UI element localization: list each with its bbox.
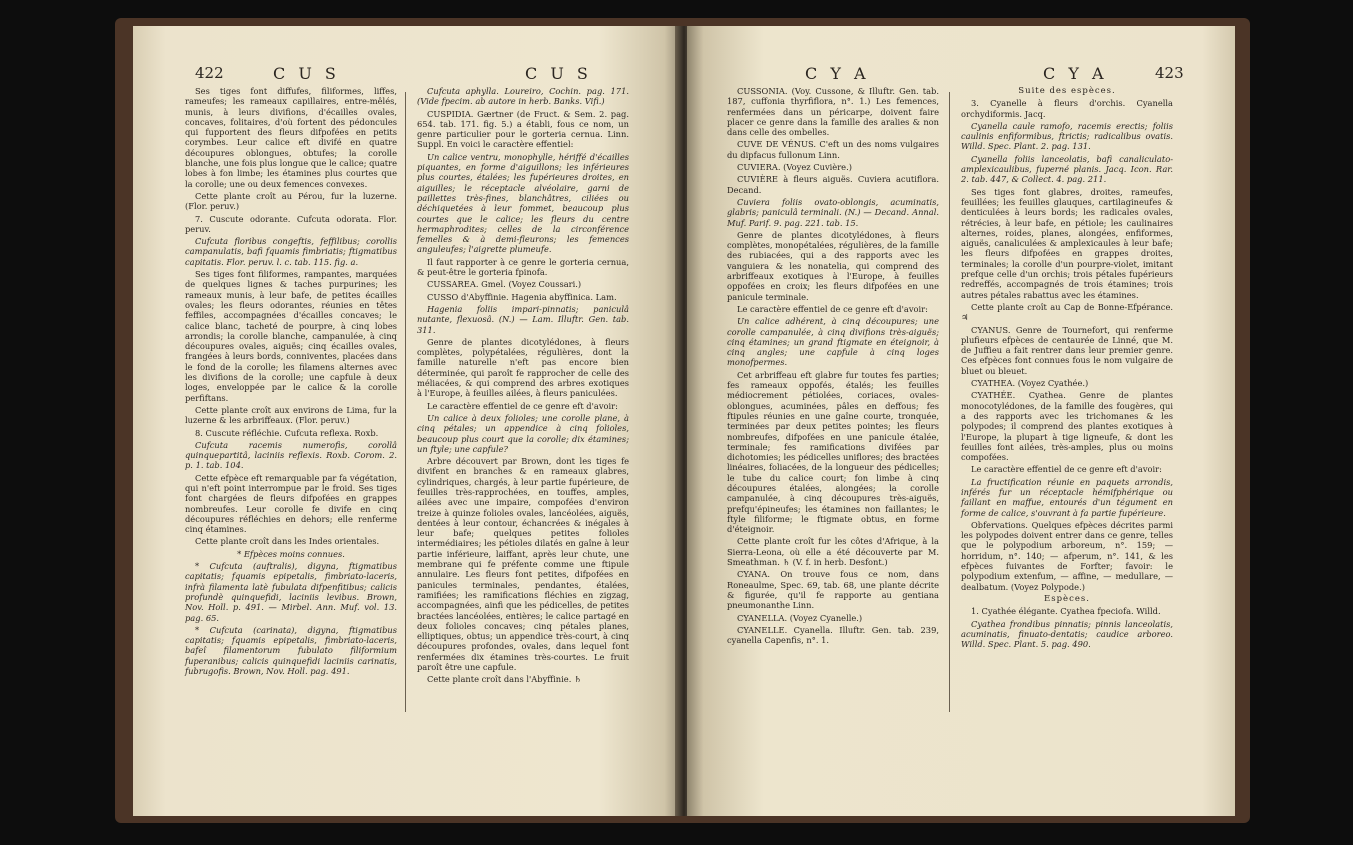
paragraph: Ses tiges font diffufes, filiformes, liffes, rameufes; les rameaux capillaires, entre-mêlés, munis, à leurs divifions, d'écailles ovales, concaves, folitaires, d'où fortent des pédoncules qui fupportent des fleurs difpofées en petits corymbes. Leur calice eft divifé en quatre découpures oblongues, obtufes; la corolle blanche, une fois plus longue que le calice; quatre lobes à fon limbe; les étamines plus courtes que la corolle; une ou deux femences convexes. [185,86,397,189]
column-divider [949,92,950,712]
paragraph: CYANELLA. (Voyez Cyanelle.) [737,612,863,623]
paragraph: Cet arbriffeau eft glabre fur toutes fes parties; fes rameaux oppofés, étalés; les feuilles médiocrement pétiolées, coriaces, ovales-oblongues, acuminées, pâles en deffous; fes ftipules réunies en une gaîne courte, tronquée, terminées par deux petites pointes; les fleurs nombreufes, difpofées en une panicule étalée, terminale; fes ramifications divifées par dichotomies; les pédicelles uniflores; des bractées linéaires, foliacées, de la longueur des pédicelles; le tube du calice court; fon limbe à cinq découpures étalées, alongées; la corolle campanulée, à cinq découpures très-aiguës, prefqu'épineufes; les étamines non faillantes; le ftyle filiforme; le ftigmate obtus, en forme d'éteignoir. [727,369,939,535]
paragraph: Arbre découvert par Brown, dont les tiges fe divifent en branches & en rameaux glabres, cylindriques, chargés, à leur partie fupérieure, de feuilles très-rapprochées, en touffes, amples, ailées avec une impaire, compofées d'environ treize à quinze folioles ovales, lancéolées, aiguës, dentées à leur contour, échancrées & inégales à leur bafe; quelques petites folioles intermédiaires; les pétioles dilatés en gaîne à leur partie inférieure, laiffant, après leur chute, une membrane qui fe préfente comme une ftipule annulaire. Les fleurs font petites, difpofées en panicules terminales, pendantes, étalées, ramifiées; les ramifications fléchies en zigzag, accompagnées, ainfi que les pédicelles, de petites bractées lancéolées, entières; le calice partagé en deux folioles concaves; cinq pétales planes, elliptiques, obtus; un appendice très-court, à cinq découpures profondes, ovales, dans lequel font renfermées dix étamines très-courtes. Le fruit paroît être une capfule. [417,456,629,673]
paragraph: * Cufcuta (auftralis), digyna, ftigmatibus capitatis; fquamis epipetalis, fimbriato-laceris, infrà filamenta latè fubulata difpenfitibus; calicis profundè quinquefidi, laciniis levibus. Brown, Nov. Holl. p. 491. — Mirbel. Ann. Muf. vol. 13. pag. 65. [185,561,397,623]
paragraph: Cufcuta floribus congeftis, feffilibus; corollis campanulatis, bafi fquamis fimbriatis; ftigmatibus capitatis. Flor. peruv. l. c. tab. 115. fig. a. [185,236,397,267]
running-header-right-2: C Y A [1043,64,1108,83]
paragraph: Cette efpèce eft remarquable par fa végétation, qui n'eft point interrompue par le froid. Ses tiges font chargées de fleurs difpofées en grappes nombreufes. Leur corolle fe divife en cinq découpures réfléchies en dehors; elle renferme cinq étamines. [185,472,397,535]
paragraph: Hagenia foliis impari-pinnatis; paniculâ nutante, flexuosâ. (N.) — Lam. Illuftr. Gen. tab. 311. [417,303,629,335]
left-column-1 [185,86,397,678]
right-page [687,26,1235,816]
paragraph: CUSSONIA. (Voy. Cussone, & Illuftr. Gen. tab. 187, cuffonia thyrfiflora, n°. 1.) Les femences, renfermées dans un péricarpe, doivent faire placer ce genre dans la famille des aralies & non dans celle des ombelles. [727,86,939,138]
paragraph: 7. Cuscute odorante. Cufcuta odorata. Flor. peruv. [185,213,397,234]
paragraph: Ses tiges font glabres, droites, rameufes, feuillées; les feuilles glauques, cartilagineufes & denticulées à leurs bords; les radicales ovales, rétrécies, à leur bafe, en pétiole; les caulinaires alternes, roides, planes, alongées, enfiformes, aiguës, canaliculées & amplexicaules à leur bafe; les fleurs difpofées en grappes droites, terminales; la corolle d'un pourpre-violet, imitant prefque celle d'un orchis; trois pétales fupérieurs redreffés, accompagnés de trois étamines; trois autres pétales rabattus avec les étamines. [961,186,1173,300]
paragraph: 1. Cyathée élégante. Cyathea fpeciofa. Willd. [971,606,1161,617]
book [115,18,1250,823]
paragraph: CYANUS. Genre de Tournefort, qui renferme plufieurs efpèces de centaurée de Linné, que M. de Juffieu a fait rentrer dans leur premier genre. Ces efpèces font connues fous le nom vulgaire de bluet ou bleuet. [961,324,1173,376]
paragraph: Cette plante croît au Pérou, fur la luzerne. (Flor. peruv.) [185,190,397,212]
paragraph: * Cufcuta (carinata), digyna, ftigmatibus capitatis; fquamis epipetalis, fimbriato-laceris, bafeî filamentorum fubulato filiformium fuperanibus; calicis quinquefidi laciniis carinatis, fubrugofis. Brown, Nov. Holl. pag. 491. [185,624,397,677]
paragraph: Cette plante croît dans les Indes orientales. [195,536,380,547]
paragraph: Le caractère effentiel de ce genre eft d'avoir: [427,400,618,411]
page-number-left: 422 [195,64,224,82]
paragraph: Genre de plantes dicotylédones, à fleurs complètes, polypétalées, régulières, dont la famille naturelle n'eft pas encore bien déterminée, qui paroît fe rapprocher de celle des méliacées, & qui comprend des arbres exotiques à l'Europe, à feuilles ailées, à fleurs paniculées. [417,336,629,399]
paragraph: Obfervations. Quelques efpèces décrites parmi les polypodes doivent entrer dans ce genre, telles que le polypodium arboreum, n°. 159; — horridum, n°. 140; — afperum, n°. 141, & les efpèces fuivantes de Forfter; favoir: le polypodium extenfum, — affine, — medullare, — dealbatum. (Voyez Polypode.) [961,519,1173,592]
paragraph: Genre de plantes dicotylédones, à fleurs complètes, monopétalées, régulières, de la famille des rubiacées, qui a des rapports avec les vanguiera & les nonatelia, qui comprend des arbriffeaux exotiques à l'Europe, à feuilles oppofées en croix; les fleurs difpofées en une panicule terminale. [727,229,939,302]
paragraph: Le caractère effentiel de ce genre eft d'avoir: [971,464,1162,475]
paragraph: CYANA. On trouve fous ce nom, dans Roneaulme, Spec. 69, tab. 68, une plante décrite & figurée, qu'il fe rapporte au gentiana pneumonanthe Linn. [727,569,939,611]
column-divider [405,92,406,712]
paragraph: CUSPIDIA. Gærtner (de Fruct. & Sem. 2. pag. 654. tab. 171. fig. 5.) a établi, fous ce nom, un genre particulier pour le gorteria cernua. Linn. Suppl. En voici le caractère effentiel: [417,108,629,150]
right-column-2 [961,86,1173,651]
paragraph: Il faut rapporter à ce genre le gorteria cernua, & peut-être le gorteria fpinofa. [417,256,629,278]
paragraph: Cette plante croît au Cap de Bonne-Efpérance. ♃ [961,301,1173,323]
paragraph: CYANELLE. Cyanella. Illuftr. Gen. tab. 239, cyanella Capenfis, n°. 1. [727,624,939,646]
paragraph: Cuviera foliis ovato-oblongis, acuminatis, glabris; paniculâ terminali. (N.) — Decand. Annal. Muf. Parif. 9. pag. 221. tab. 15. [727,196,939,228]
paragraph: Cyanella caule ramofo, racemis erectis; foliis caulinis enfiformibus, ftrictis; radicalibus ovatis. Willd. Spec. Plant. 2. pag. 131. [961,120,1173,152]
paragraph: CUVIÈRE à fleurs aiguës. Cuviera acutiflora. Decand. [727,174,939,195]
paragraph: Cufcuta racemis numerofis, corollâ quinquepartitâ, laciniis reflexis. Roxb. Corom. 2. p. 1. tab. 104. [185,439,397,471]
paragraph: Cyanella foliis lanceolatis, bafi canaliculato-amplexicaulibus, fuperné planis. Jacq. Icon. Rar. 2. tab. 447, & Collect. 4. pag. 211. [961,153,1173,185]
paragraph: Un calice ventru, monophylle, hériffé d'écailles piquantes, en forme d'aiguillons; les inférieures plus courtes, étalées; les fupérieures droites, en aiguilles; le réceptacle alvéolaire, garni de paillettes très-fines, blanchâtres, ciliées ou déchiquetées à leur fommet, beaucoup plus courtes que le calice; les fleurs du centre hermaphrodites; celles de la circonférence femelles & à demi-fleurons; les femences anguleufes; l'aigrette plumeufe. [417,151,629,255]
paragraph: CUSSAREA. Gmel. (Voyez Coussari.) [427,279,582,290]
paragraph: Un calice adhérent, à cinq découpures; une corolle campanulée, à cinq divifions très-aiguës; cinq étamines; un grand ftigmate en éteignoir, à cinq angles; une capfule à cinq loges monofpermes. [727,316,939,368]
paragraph: CYATHÉE. Cyathea. Genre de plantes monocotylédones, de la famille des fougères, qui a des rapports avec les trichomanes & les polypodes; il comprend des plantes exotiques à l'Europe, la plupart à tige ligneufe, & dont les feuilles font ailées, très-amples, plus ou moins compofées. [961,390,1173,463]
paragraph: Cufcuta aphylla. Loureiro, Cochin. pag. 171. (Vide fpecim. ab autore in herb. Banks. Vifi.) [417,86,629,107]
paragraph: Cyathea frondibus pinnatis; pinnis lanceolatis, acuminatis, finuato-dentatis; caudice arboreo. Willd. Spec. Plant. 5. pag. 490. [961,618,1173,650]
running-header-right-1: C Y A [805,64,870,83]
running-header-left-1: C U S [273,64,340,83]
paragraph: CUVE DE VÉNUS. C'eft un des noms vulgaires du dipfacus fullonum Linn. [727,139,939,160]
paragraph: CUSSO d'Abyffinie. Hagenia abyffinica. Lam. [427,291,617,302]
paragraph: CUVIERA. (Voyez Cuvière.) [737,162,852,173]
paragraph: Le caractère effentiel de ce genre eft d'avoir: [737,303,928,314]
paragraph: 3. Cyanelle à fleurs d'orchis. Cyanella orchydiformis. Jacq. [961,98,1173,119]
left-page [133,26,681,816]
page-number-right: 423 [1155,64,1184,82]
left-column-2 [417,86,629,687]
paragraph: * Efpèces moins connues. [237,548,345,559]
paragraph: 8. Cuscute réfléchie. Cufcuta reflexa. Roxb. [195,427,379,438]
running-header-left-2: C U S [525,64,592,83]
paragraph: Cette plante croît fur les côtes d'Afrique, à la Sierra-Leona, où elle a été découverte par M. Smeathman. ♄ (V. f. in herb. Desfont.) [727,536,939,568]
paragraph: Cette plante croît aux environs de Lima, fur la luzerne & les arbriffeaux. (Flor. peruv.) [185,404,397,426]
paragraph: Cette plante croît dans l'Abyffinie. ♄ [427,674,582,685]
paragraph: Suite des espèces. [1018,86,1116,96]
paragraph: Un calice à deux folioles; une corolle plane, à cinq pétales; un appendice à cinq folioles, beaucoup plus court que la corolle; dix étamines; un ftyle; une capfule? [417,412,629,454]
paragraph: Espèces. [1044,593,1090,604]
paragraph: La fructification réunie en paquets arrondis, inférés fur un réceptacle hémifphérique ou faillant en maffue, entourés d'un tégument en forme de calice, s'ouvrant à fa partie fupérieure. [961,476,1173,518]
paragraph: CYATHEA. (Voyez Cyathée.) [971,378,1089,389]
paragraph: Ses tiges font filiformes, rampantes, marquées de quelques lignes & taches purpurines; les rameaux munis, à leur bafe, de petites écailles ovales; les fleurs odorantes, réunies en têtes feffiles, accompagnées d'écailles concaves; le calice blanc, tacheté de pourpre, à cinq lobes arrondis; la corolle blanche, campanulée, à cinq découpures ovales, aiguës; cinq écailles ovales, frangées à leurs bords, conniventes, placées dans le fond de la corolle; les filamens alternes avec les divifions de la corolle; une capfule à deux loges, enveloppée par le calice & la corolle perfiftans. [185,269,397,403]
right-column-1 [727,86,939,647]
